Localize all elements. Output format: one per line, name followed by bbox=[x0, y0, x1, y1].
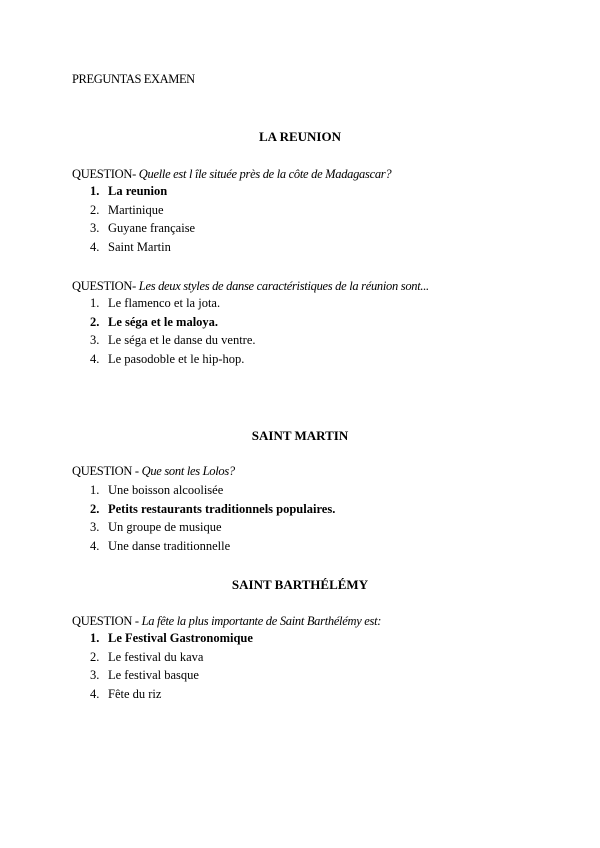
answer-text: Le flamenco et la jota. bbox=[108, 296, 221, 310]
answer-number: 2. bbox=[90, 501, 100, 516]
answer-text: Saint Martin bbox=[108, 239, 171, 254]
answer-list-4 bbox=[90, 629, 253, 703]
answer-number: 1. bbox=[90, 631, 100, 645]
answer-list-2 bbox=[90, 294, 256, 368]
question-prefix: QUESTION - bbox=[72, 464, 142, 478]
answer-number: 1. bbox=[90, 483, 100, 497]
answer-text: Guyane française bbox=[108, 221, 196, 236]
section-heading-la-reunion: LA REUNION bbox=[259, 129, 341, 144]
list-item bbox=[90, 518, 335, 537]
answer-number: 4. bbox=[90, 686, 100, 701]
answer-text: Le séga et le maloya. bbox=[108, 314, 219, 329]
answer-text: Le pasodoble et le hip-hop. bbox=[108, 351, 245, 366]
answer-list-3 bbox=[90, 481, 335, 555]
answer-text: La reunion bbox=[108, 184, 168, 198]
question-prefix: QUESTION- bbox=[72, 167, 139, 181]
answer-text: Le festival du kava bbox=[108, 649, 204, 664]
answer-text: Un groupe de musique bbox=[108, 520, 222, 535]
answer-text: Petits restaurants traditionnels populaires. bbox=[108, 501, 336, 516]
answer-number: 2. bbox=[90, 649, 100, 664]
question-text: La fête la plus importante de Saint Barthélémy est: bbox=[141, 614, 382, 628]
answer-text: Martinique bbox=[108, 202, 164, 217]
answer-number: 3. bbox=[90, 333, 100, 348]
list-item bbox=[90, 537, 335, 556]
question-text: Que sont les Lolos? bbox=[141, 464, 235, 478]
question-prefix: QUESTION - bbox=[72, 614, 142, 628]
list-item bbox=[90, 629, 253, 648]
list-item bbox=[90, 201, 195, 220]
list-item bbox=[90, 685, 253, 704]
document-title: PREGUNTAS EXAMEN bbox=[72, 72, 195, 86]
answer-number: 3. bbox=[90, 221, 100, 236]
answer-text: Une boisson alcoolisée bbox=[108, 483, 224, 497]
list-item bbox=[90, 182, 195, 201]
answer-number: 1. bbox=[90, 184, 100, 198]
answer-text: Le festival basque bbox=[108, 668, 199, 683]
question-3 bbox=[72, 464, 235, 479]
question-2 bbox=[72, 279, 429, 294]
answer-number: 1. bbox=[90, 296, 100, 310]
section-heading-saint-barthelemy: SAINT BARTHÉLÉMY bbox=[231, 577, 369, 592]
answer-list-1 bbox=[90, 182, 195, 256]
question-4 bbox=[72, 614, 381, 629]
answer-number: 4. bbox=[90, 239, 100, 254]
question-text: Les deux styles de danse caractéristiques de la réunion sont... bbox=[138, 279, 429, 293]
answer-text: Fête du riz bbox=[108, 686, 162, 701]
list-item bbox=[90, 648, 253, 667]
list-item bbox=[90, 331, 256, 350]
answer-number: 3. bbox=[90, 520, 100, 535]
question-prefix: QUESTION- bbox=[72, 279, 139, 293]
question-1 bbox=[72, 167, 391, 182]
answer-number: 2. bbox=[90, 314, 100, 329]
answer-number: 2. bbox=[90, 202, 100, 217]
list-item bbox=[90, 294, 256, 313]
answer-text: Le Festival Gastronomique bbox=[108, 631, 253, 645]
answer-number: 3. bbox=[90, 668, 100, 683]
answer-text: Le séga et le danse du ventre. bbox=[108, 333, 256, 348]
answer-text: Une danse traditionnelle bbox=[108, 538, 231, 553]
list-item bbox=[90, 350, 256, 369]
list-item bbox=[90, 238, 195, 257]
list-item bbox=[90, 500, 335, 519]
question-text: Quelle est l île située près de la côte de Madagascar? bbox=[138, 167, 392, 181]
answer-number: 4. bbox=[90, 538, 100, 553]
answer-number: 4. bbox=[90, 351, 100, 366]
list-item bbox=[90, 219, 195, 238]
list-item bbox=[90, 313, 256, 332]
list-item bbox=[90, 666, 253, 685]
list-item bbox=[90, 481, 335, 500]
section-heading-saint-martin: SAINT MARTIN bbox=[251, 428, 349, 443]
